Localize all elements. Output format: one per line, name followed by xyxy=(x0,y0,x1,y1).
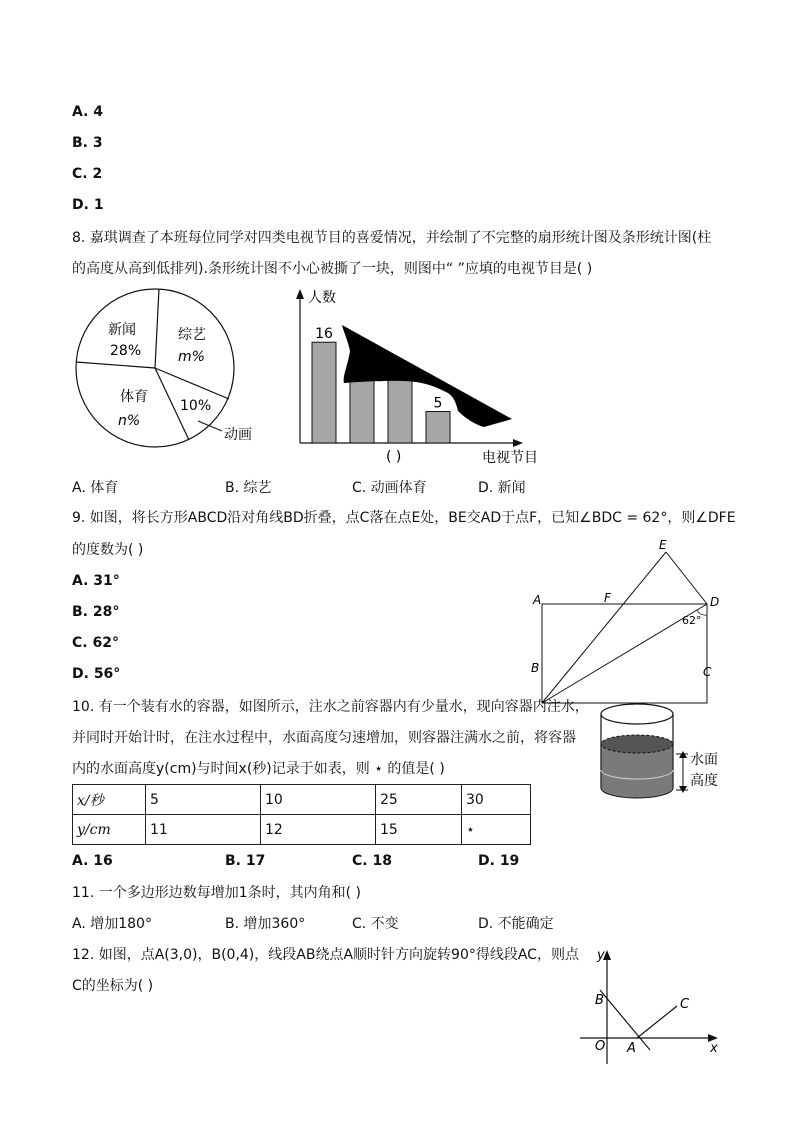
q8-stem-line2: 的高度从高到低排列).条形统计图不小心被撕了一块，则图中“ ”应填的电视节目是( ) xyxy=(72,261,593,277)
q11-option-c: C. 不变 xyxy=(352,916,399,932)
segment-ed xyxy=(666,552,707,604)
pie-label-news-pct: 28% xyxy=(110,343,142,359)
q7-option-c: C. 2 xyxy=(72,166,103,182)
point-label-a: A xyxy=(627,1041,636,1056)
q8-option-c: C. 动画体育 xyxy=(352,480,427,496)
q12-stem-line2: C的坐标为( ) xyxy=(72,978,154,994)
bar-chart xyxy=(290,285,550,465)
table-cell: 15 xyxy=(376,815,462,845)
q11-option-b: B. 增加360° xyxy=(225,916,306,932)
pie-label-news-name: 新闻 xyxy=(108,322,136,338)
bar-3 xyxy=(388,380,412,443)
bar-x-placeholder: ( ) xyxy=(386,449,402,465)
q7-option-d: D. 1 xyxy=(72,197,104,213)
container-top xyxy=(601,704,673,724)
q9-rectangle-figure xyxy=(528,536,728,686)
q8-option-d: D. 新闻 xyxy=(478,480,526,496)
q7-option-b: B. 3 xyxy=(72,135,103,151)
segment-ac xyxy=(637,1006,677,1038)
q10-data-table xyxy=(72,784,531,845)
bar-x-axis-label: 电视节目 xyxy=(482,450,538,466)
point-label-c: C xyxy=(680,997,690,1012)
table-cell: 11 xyxy=(146,815,261,845)
q9-option-b: B. 28° xyxy=(72,604,120,620)
q7-option-a: A. 4 xyxy=(72,104,104,120)
table-header-cell: 30 xyxy=(462,785,531,815)
bar-1 xyxy=(312,342,336,443)
bar-value-label-4: 5 xyxy=(433,395,443,412)
q10-option-a: A. 16 xyxy=(72,853,113,869)
origin-label: O xyxy=(595,1039,606,1054)
table-header-cell: 25 xyxy=(376,785,462,815)
bar-value-label-1: 16 xyxy=(315,326,333,343)
point-label-c: C xyxy=(703,665,712,679)
pie-label-animation-pct: 10% xyxy=(180,398,212,414)
point-label-b: B xyxy=(531,661,540,675)
q9-option-d: D. 56° xyxy=(72,666,121,682)
table-header-cell: 10 xyxy=(261,785,376,815)
segment-be xyxy=(542,552,666,703)
q8-stem-line1: 8. 嘉琪调查了本班每位同学对四类电视节目的喜爱情况，并绘制了不完整的扇形统计图及条形统计图(柱 xyxy=(72,230,712,246)
table-cell: 12 xyxy=(261,815,376,845)
table-row xyxy=(73,815,531,845)
pie-label-variety-name: 综艺 xyxy=(178,327,206,343)
q9-stem-line1: 9. 如图，将长方形ABCD沿对角线BD折叠，点C落在点E处，BE交AD于点F，已知∠BDC = 62°，则∠DFE xyxy=(72,510,736,526)
pie-callout-label: 动画 xyxy=(224,427,252,443)
table-cell: ⋆ xyxy=(462,815,531,845)
point-label-a: A xyxy=(533,593,542,607)
bar-y-axis-arrow xyxy=(296,289,304,299)
water-surface xyxy=(601,735,673,753)
q10-container-figure xyxy=(596,698,746,808)
q9-option-c: C. 62° xyxy=(72,635,119,651)
point-label-e: E xyxy=(659,538,667,552)
q10-stem-line1: 10. 有一个装有水的容器，如图所示，注水之前容器内有少量水，现向容器内注水， xyxy=(72,699,589,715)
bar-4 xyxy=(426,412,450,444)
bar-y-axis-label: 人数 xyxy=(308,290,336,306)
point-label-f: F xyxy=(604,591,611,605)
pie-chart xyxy=(70,288,310,458)
table-row xyxy=(73,785,531,815)
angle-label: 62° xyxy=(682,614,702,627)
q12-stem-line1: 12. 如图，点A(3,0)，B(0,4)，线段AB绕点A顺时针方向旋转90°得线段AC，则点 xyxy=(72,947,579,963)
bar-x-axis-arrow xyxy=(513,439,523,447)
table-header-cell: 5 xyxy=(146,785,261,815)
point-label-d: D xyxy=(710,595,720,609)
q10-option-d: D. 19 xyxy=(478,853,520,869)
pie-label-variety-pct: m% xyxy=(178,349,205,365)
water-height-label-2: 高度 xyxy=(690,773,718,789)
q11-stem: 11. 一个多边形边数每增加1条时，其内角和( ) xyxy=(72,885,361,901)
q8-option-a: A. 体育 xyxy=(72,480,119,496)
point-label-b: B xyxy=(595,993,604,1008)
q9-option-a: A. 31° xyxy=(72,573,120,589)
q9-stem-line2: 的度数为( ) xyxy=(72,542,144,558)
q10-option-b: B. 17 xyxy=(225,853,266,869)
q10-stem-line3: 内的水面高度y(cm)与时间x(秒)记录于如表，则 ⋆ 的值是( ) xyxy=(72,761,445,777)
table-header-cell: x/秒 xyxy=(73,785,146,815)
q11-option-d: D. 不能确定 xyxy=(478,916,554,932)
q11-option-a: A. 增加180° xyxy=(72,916,152,932)
q8-option-b: B. 综艺 xyxy=(225,480,272,496)
q12-coordinate-figure xyxy=(578,944,738,1074)
axis-label-x: x xyxy=(710,1041,718,1056)
pie-callout-line xyxy=(198,421,222,431)
q10-option-c: C. 18 xyxy=(352,853,392,869)
q10-stem-line2: 并同时开始计时，在注水过程中，水面高度匀速增加，则容器注满水之前，将容器 xyxy=(72,730,576,746)
pie-label-sports-pct: n% xyxy=(118,413,141,429)
table-cell: y/cm xyxy=(73,815,146,845)
pie-label-sports-name: 体育 xyxy=(120,389,148,405)
axis-label-y: y xyxy=(597,948,605,963)
water-height-label-1: 水面 xyxy=(690,752,718,768)
